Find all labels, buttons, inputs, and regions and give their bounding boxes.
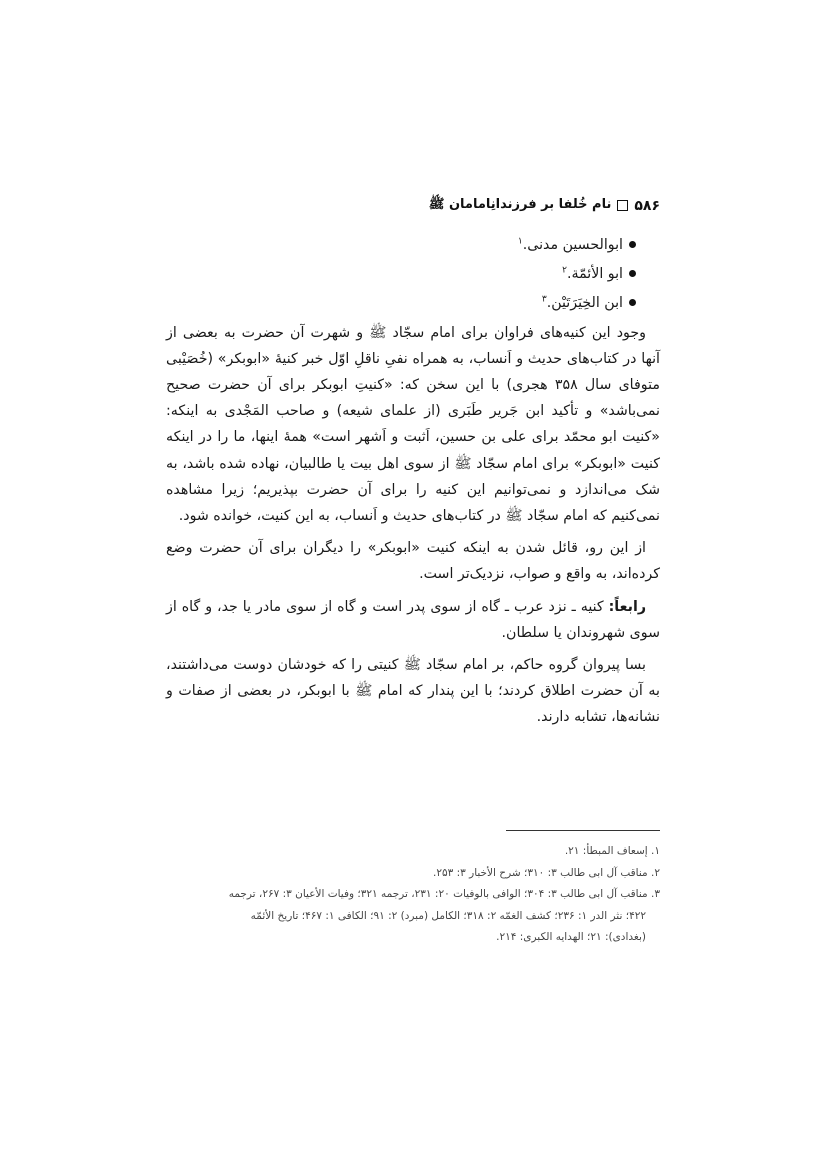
paragraph: بسا پیروان گروه حاکم، بر امام سجّاد ﷺ کنیتی را که خودشان دوست می‌داشتند، به آن حضرت اطلاق کردند؛ با این پندار که امام ﷺ با ابوبکر، در بعضی از صفات و نشانه‌ها، تشابه دارند. bbox=[166, 657, 660, 726]
kunya-list bbox=[166, 232, 660, 317]
footnote: ۳. مناقب آل ابی طالب ۳: ۳۰۴؛ الوافی بالوفیات ۲۰: ۲۳۱، ترجمه ۳۲۱؛ وفیات الأعیان ۳: ۲۶۷، ترجمه bbox=[228, 888, 660, 900]
list-item bbox=[166, 290, 636, 316]
list-item bbox=[166, 261, 636, 287]
footnote-continuation: (بغدادی): ۲۱؛ الهدایه الکبری: ۲۱۴. bbox=[496, 931, 646, 943]
paragraph: وجود این کنیه‌های فراوان برای امام سجّاد ﷺ و شهرت آن حضرت به بعضی از آنها در کتاب‌های حدیث و اَنساب، به همراه نفیِ ناقلِ اوّل خبر کنیهٔ «ابوبکر» (خُصَیْبی متوفای سال ۳۵۸ هجری) با این سخن که: «کنیتِ ابوبکر برای آن حضرت صحیح نمی‌باشد» و تأکید ابن جَریر طَبَری (از علمای شیعه) و صاحب المَجْدی به اینکه: «کنیت ابو محمّد برای علی بن حسین، اَثبت و اَشهر است» همهٔ اینها، ما را در اینکه کنیت «ابوبکر» برای امام سجّاد ﷺ از سوی اهل بیت یا طالبیان، نهاده شده باشد، به شک می‌اندازد و نمی‌توانیم این کنیه را برای آن حضرت بپذیریم؛ زیرا مشاهده نمی‌کنیم که امام سجّاد ﷺ در کتاب‌های حدیث و اَنساب، به این کنیت، خوانده شود. bbox=[166, 324, 660, 524]
paragraph-text: کنیه ـ نزد عرب ـ گاه از سوی پدر است و گاه از سوی مادر یا جد، و گاه از سوی شهروندان یا سلطان. bbox=[166, 598, 660, 641]
running-header bbox=[166, 196, 660, 215]
list-item bbox=[166, 232, 636, 258]
footnote: ۱. إسعاف المبطأ: ۲۱. bbox=[564, 845, 660, 857]
page-number: ۵۸۶ bbox=[634, 197, 660, 214]
footnote-ref[interactable]: ۳ bbox=[541, 294, 547, 305]
paragraph: از این رو، قائل شدن به اینکه کنیت «ابوبکر» را دیگران برای آن حضرت وضع کرده‌اند، به واقع و صواب، نزدیک‌تر است. bbox=[166, 540, 660, 583]
footnote-divider bbox=[506, 830, 660, 831]
footnote: ۲. مناقب آل ابی طالب ۳: ۳۱۰؛ شرح الأخبار ۳: ۲۵۳. bbox=[432, 866, 660, 879]
list-item-text: ابو الأئمّة. bbox=[566, 266, 623, 283]
bullet-icon bbox=[629, 241, 636, 248]
main-text bbox=[166, 232, 660, 731]
paragraph-lead: رابعاً: bbox=[608, 598, 646, 615]
list-item-text: ابن الخِیَرَتَیْن. bbox=[546, 295, 623, 312]
bullet-icon bbox=[629, 299, 636, 306]
list-item-text: ابوالحسین مدنی. bbox=[522, 237, 623, 253]
paragraph bbox=[166, 594, 660, 646]
footnote-ref[interactable]: ۱ bbox=[517, 236, 523, 247]
footnote-continuation: ۴۲۲؛ نثر الدر ۱: ۲۳۶؛ کشف الغمّه ۲: ۳۱۸؛ الکامل (مبرد) ۲: ۹۱؛ الکافی ۱: ۴۶۷؛ تاریخ الأئمّه bbox=[250, 909, 646, 922]
bullet-icon bbox=[629, 270, 636, 277]
footnotes bbox=[166, 830, 660, 949]
chapter-title: نام خُلفا بر فرزندانِامامان ﷺ bbox=[428, 197, 612, 212]
footnote-ref[interactable]: ۲ bbox=[562, 265, 567, 276]
square-bullet-icon bbox=[617, 200, 628, 211]
